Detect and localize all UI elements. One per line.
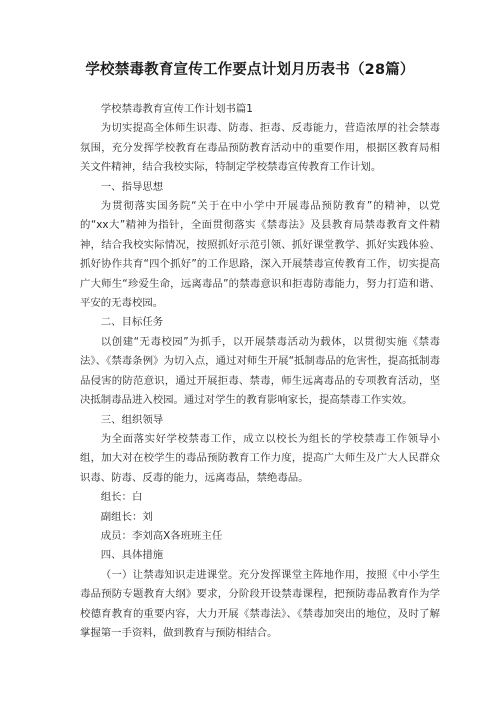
paragraph-guiding-ideology: 为贯彻落实国务院“关于在中小学中开展毒品预防教育”的精神，以党的“xx大”精神为指针，全面贯彻落实《禁毒法》及县教育局禁毒教育文件精神，结合我校实际情况，按照抓好示范引领、抓好课堂教学、抓好实践体验、抓好协作共育“四个抓好”的工作思路，深入开展禁毒宣传教育工作，切实提高广大师生“珍爱生命，远离毒品”的禁毒意识和拒毒防毒能力，努力打造和谐、平安的无毒校园。 bbox=[80, 200, 440, 310]
deputy-leader-line: 副组长：刘 bbox=[100, 510, 153, 523]
heading-guiding-ideology: 一、指导思想 bbox=[100, 180, 164, 193]
members-line: 成员：李刘高X各班班主任 bbox=[100, 529, 223, 542]
document-body bbox=[80, 100, 440, 643]
document-title: 学校禁毒教育宣传工作要点计划月历表书（28篇） bbox=[85, 62, 415, 78]
section-subtitle: 学校禁毒教育宣传工作计划书篇1 bbox=[100, 103, 253, 115]
heading-goals: 二、目标任务 bbox=[100, 316, 164, 329]
heading-organization: 三、组织领导 bbox=[100, 413, 164, 426]
paragraph-goals: 以创建“无毒校园”为抓手，以开展禁毒活动为载体，以贯彻实施《禁毒法》、《禁毒条例》为切入点，通过对师生开展“抵制毒品的危害性，提高抵制毒品侵害的防范意识，通过开展拒毒、禁毒，师生远离毒品的专项教育活动，坚决抵制毒品进入校园。通过对学生的教育影响家长，提高禁毒工作实效。 bbox=[80, 335, 440, 407]
paragraph-measures-1: （一）让禁毒知识走进课堂。充分发挥课堂主阵地作用，按照《中小学生毒品预防专题教育大纲》要求，分阶段开设禁毒课程，把预防毒品教育作为学校德育教育的重要内容，大力开展《禁毒法》、《禁毒加突出的地位，及时了解掌握第一手资料，做到教育与预防相结合。 bbox=[80, 568, 440, 639]
intro-paragraph: 为切实提高全体师生识毒、防毒、拒毒、反毒能力，营造浓厚的社会禁毒氛围，充分发挥学校教育在毒品预防教育活动中的重要作用，根据区教育局相关文件精神，结合我校实际，特制定学校禁毒宣传教育工作计划。 bbox=[80, 122, 440, 174]
heading-measures: 四、具体措施 bbox=[100, 549, 164, 562]
leader-line: 组长：白 bbox=[100, 491, 143, 504]
paragraph-organization: 为全面落实好学校禁毒工作，成立以校长为组长的学校禁毒工作领导小组，加大对在校学生的毒品预防教育工作力度，提高广大师生及广大人民群众识毒、防毒、反毒的能力，远离毒品，禁绝毒品。 bbox=[80, 432, 440, 484]
